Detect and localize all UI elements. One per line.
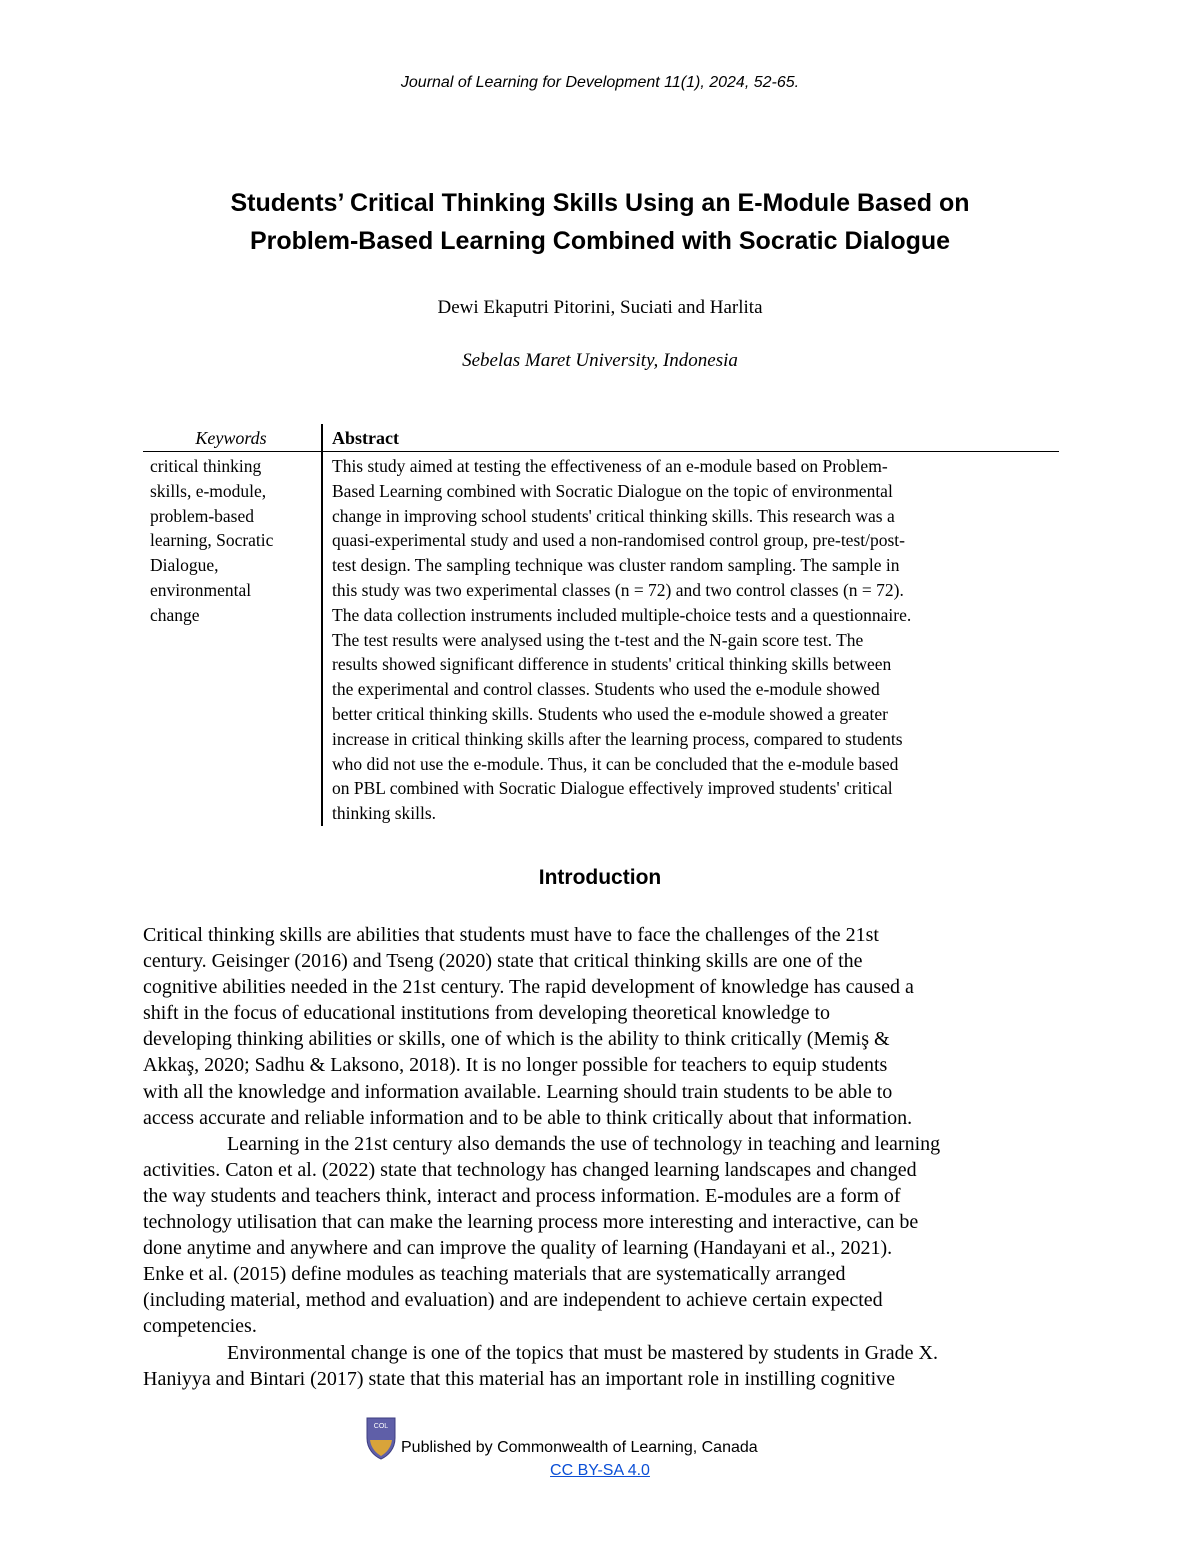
- abstract-line: results showed significant difference in students' critical thinking skills between: [332, 654, 892, 675]
- keyword-line: critical thinking: [150, 456, 262, 476]
- keyword-line: problem-based: [150, 505, 254, 526]
- journal-citation: Journal of Learning for Development 11(1), 2024, 52-65.: [400, 74, 800, 91]
- author-list: Dewi Ekaputri Pitorini, Suciati and Harlita: [437, 297, 763, 318]
- body-line: Enke et al. (2015) define modules as teaching materials that are systematically arranged: [143, 1263, 846, 1286]
- abstract-text: [332, 454, 1052, 826]
- keyword-line: Dialogue,: [150, 555, 219, 576]
- col-logo-icon: [365, 1416, 397, 1460]
- license-link[interactable]: CC BY-SA 4.0: [550, 1462, 650, 1479]
- abstract-line: test design. The sampling technique was cluster random sampling. The sample in: [332, 555, 900, 576]
- body-line: competencies.: [143, 1315, 257, 1338]
- publisher-text: Published by Commonwealth of Learning, Canada: [401, 1439, 758, 1456]
- abstract-line: better critical thinking skills. Students who used the e-module showed a greater: [332, 703, 888, 724]
- body-line: activities. Caton et al. (2022) state that technology has changed learning landscapes and changed: [143, 1158, 917, 1181]
- body-line: done anytime and anywhere and can improve the quality of learning (Handayani et al., 2021).: [143, 1237, 893, 1260]
- abstract-heading: Abstract: [332, 428, 399, 448]
- abstract-line: increase in critical thinking skills after the learning process, compared to students: [332, 728, 903, 749]
- keywords-heading: Keywords: [195, 428, 267, 448]
- section-heading-introduction: Introduction: [538, 866, 662, 889]
- table-header-rule: [143, 451, 1059, 452]
- keywords-list: [150, 454, 318, 628]
- logo-text: COL: [373, 1423, 389, 1430]
- abstract-line: The data collection instruments included multiple-choice tests and a questionnaire.: [332, 604, 912, 625]
- publisher-credit: [365, 1414, 758, 1460]
- abstract-line: this study was two experimental classes (n = 72) and two control classes (n = 72).: [332, 579, 904, 600]
- paper-title: [100, 184, 1100, 260]
- column-divider: [321, 424, 323, 826]
- body-line: cognitive abilities needed in the 21st century. The rapid development of knowledge has caused a: [143, 976, 914, 999]
- license: [0, 1462, 1200, 1480]
- abstract-line: on PBL combined with Socratic Dialogue effectively improved students' critical: [332, 778, 893, 799]
- body-line: Environmental change is one of the topics that must be mastered by students in Grade X.: [227, 1341, 938, 1364]
- body-line: the way students and teachers think, interact and process information. E-modules are a form of: [143, 1184, 901, 1207]
- abstract-line: thinking skills.: [332, 803, 437, 824]
- abstract-line: This study aimed at testing the effectiveness of an e-module based on Problem-: [332, 456, 888, 476]
- body-line: technology utilisation that can make the learning process more interesting and interactive, can be: [143, 1211, 919, 1234]
- abstract-line: the experimental and control classes. Students who used the e-module showed: [332, 679, 880, 700]
- body-line: with all the knowledge and information available. Learning should train students to be able to: [143, 1080, 893, 1103]
- abstract-line: who did not use the e-module. Thus, it can be concluded that the e-module based: [332, 753, 899, 774]
- body-line: access accurate and reliable information and to be able to think critically about that information.: [143, 1106, 913, 1129]
- abstract-line: change in improving school students' critical thinking skills. This research was a: [332, 505, 895, 526]
- title-line: Students’ Critical Thinking Skills Using an E-Module Based on: [230, 189, 970, 217]
- keyword-line: learning, Socratic: [150, 530, 274, 551]
- abstract-line: The test results were analysed using the t-test and the N-gain score test. The: [332, 629, 864, 650]
- abstract-line: quasi-experimental study and used a non-randomised control group, pre-test/post-: [332, 530, 905, 551]
- body-line: (including material, method and evaluation) and are independent to achieve certain expected: [143, 1289, 883, 1312]
- introduction-body: [143, 922, 1058, 1392]
- affiliation: Sebelas Maret University, Indonesia: [462, 350, 738, 371]
- title-line: Problem-Based Learning Combined with Socratic Dialogue: [249, 227, 951, 255]
- abstract-line: Based Learning combined with Socratic Dialogue on the topic of environmental: [332, 480, 893, 501]
- body-line: Critical thinking skills are abilities that students must have to face the challenges of the 21st: [143, 924, 879, 946]
- body-line: shift in the focus of educational institutions from developing theoretical knowledge to: [143, 1002, 831, 1025]
- keyword-line: change: [150, 604, 200, 625]
- body-line: developing thinking abilities or skills, one of which is the ability to think critically (Memiş &: [143, 1028, 890, 1051]
- body-line: century. Geisinger (2016) and Tseng (2020) state that critical thinking skills are one of the: [143, 950, 863, 973]
- keyword-line: environmental: [150, 579, 252, 600]
- body-line: Akkaş, 2020; Sadhu & Laksono, 2018). It is no longer possible for teachers to equip students: [143, 1054, 888, 1077]
- body-line: Learning in the 21st century also demands the use of technology in teaching and learning: [227, 1132, 941, 1155]
- body-line: Haniyya and Bintari (2017) state that this material has an important role in instilling cognitive: [143, 1367, 896, 1390]
- keyword-line: skills, e-module,: [150, 480, 267, 501]
